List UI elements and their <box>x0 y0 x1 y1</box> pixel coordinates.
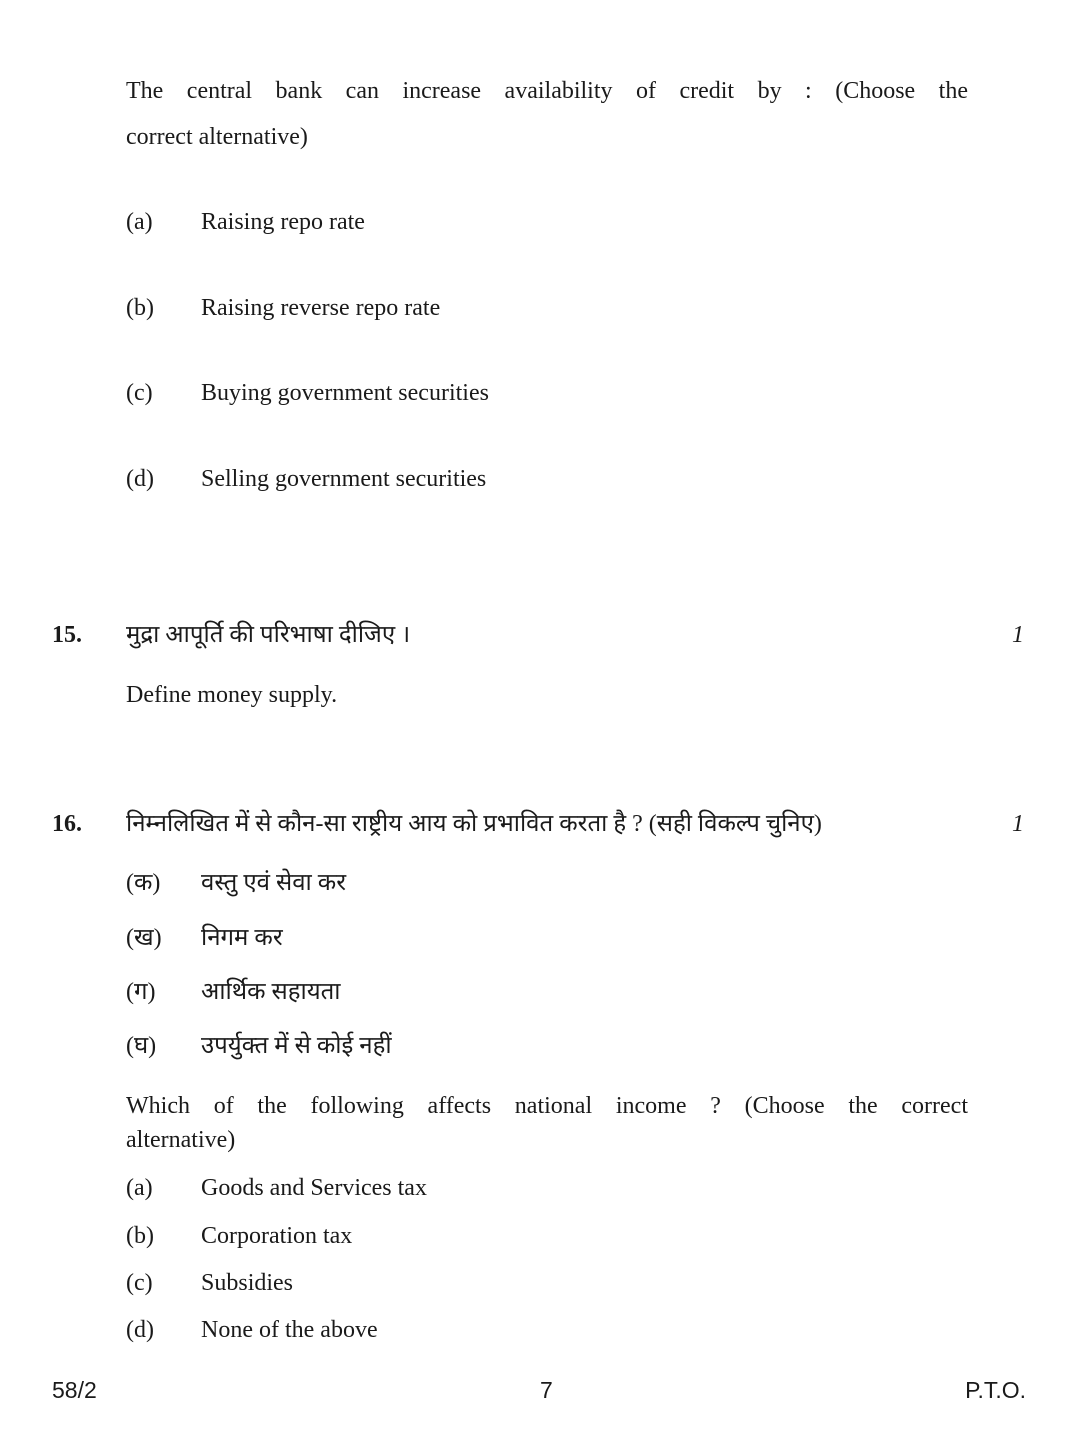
question-15-english: Define money supply. <box>126 682 338 708</box>
question-14-stem-line1: The central bank can increase availability of credit by : (Choose the <box>126 78 968 104</box>
hindi-option-label: (ख) <box>126 925 162 951</box>
option-text: Goods and Services tax <box>201 1175 427 1201</box>
question-16-number: 16. <box>52 811 82 837</box>
option-text: Corporation tax <box>201 1223 353 1249</box>
option-label: (b) <box>126 295 154 321</box>
page-number: 7 <box>540 1377 553 1403</box>
option-label: (c) <box>126 1270 153 1296</box>
option-label: (c) <box>126 380 153 406</box>
option-text: None of the above <box>201 1317 378 1343</box>
question-14-stem-line2: correct alternative) <box>126 124 308 150</box>
option-label: (a) <box>126 209 153 235</box>
option-text: Raising repo rate <box>201 209 365 235</box>
option-label: (d) <box>126 1317 154 1343</box>
hindi-option-label: (घ) <box>126 1033 157 1059</box>
question-15-hindi: मुद्रा आपूर्ति की परिभाषा दीजिए । <box>126 622 411 648</box>
option-label: (b) <box>126 1223 154 1249</box>
hindi-option-label: (ग) <box>126 979 156 1005</box>
question-16-hindi: निम्नलिखित में से कौन-सा राष्ट्रीय आय को प्रभावित करता है ? (सही विकल्प चुनिए) <box>126 811 822 837</box>
question-15-marks: 1 <box>1012 622 1024 648</box>
hindi-option-label: (क) <box>126 870 161 896</box>
hindi-option-text: उपर्युक्त में से कोई नहीं <box>201 1033 392 1059</box>
option-text: Subsidies <box>201 1270 294 1296</box>
question-15-number: 15. <box>52 622 82 648</box>
option-text: Buying government securities <box>201 380 489 406</box>
option-text: Raising reverse repo rate <box>201 295 441 321</box>
question-16-marks: 1 <box>1012 811 1024 837</box>
please-turn-over: P.T.O. <box>965 1377 1026 1403</box>
hindi-option-text: वस्तु एवं सेवा कर <box>201 870 347 896</box>
option-text: Selling government securities <box>201 466 487 492</box>
option-label: (a) <box>126 1175 153 1201</box>
question-16-english-line2: alternative) <box>126 1127 236 1153</box>
option-label: (d) <box>126 466 154 492</box>
hindi-option-text: आर्थिक सहायता <box>201 979 341 1005</box>
question-16-english-line1: Which of the following affects national income ? (Choose the correct <box>126 1093 968 1119</box>
hindi-option-text: निगम कर <box>201 925 283 951</box>
paper-code: 58/2 <box>52 1377 97 1403</box>
